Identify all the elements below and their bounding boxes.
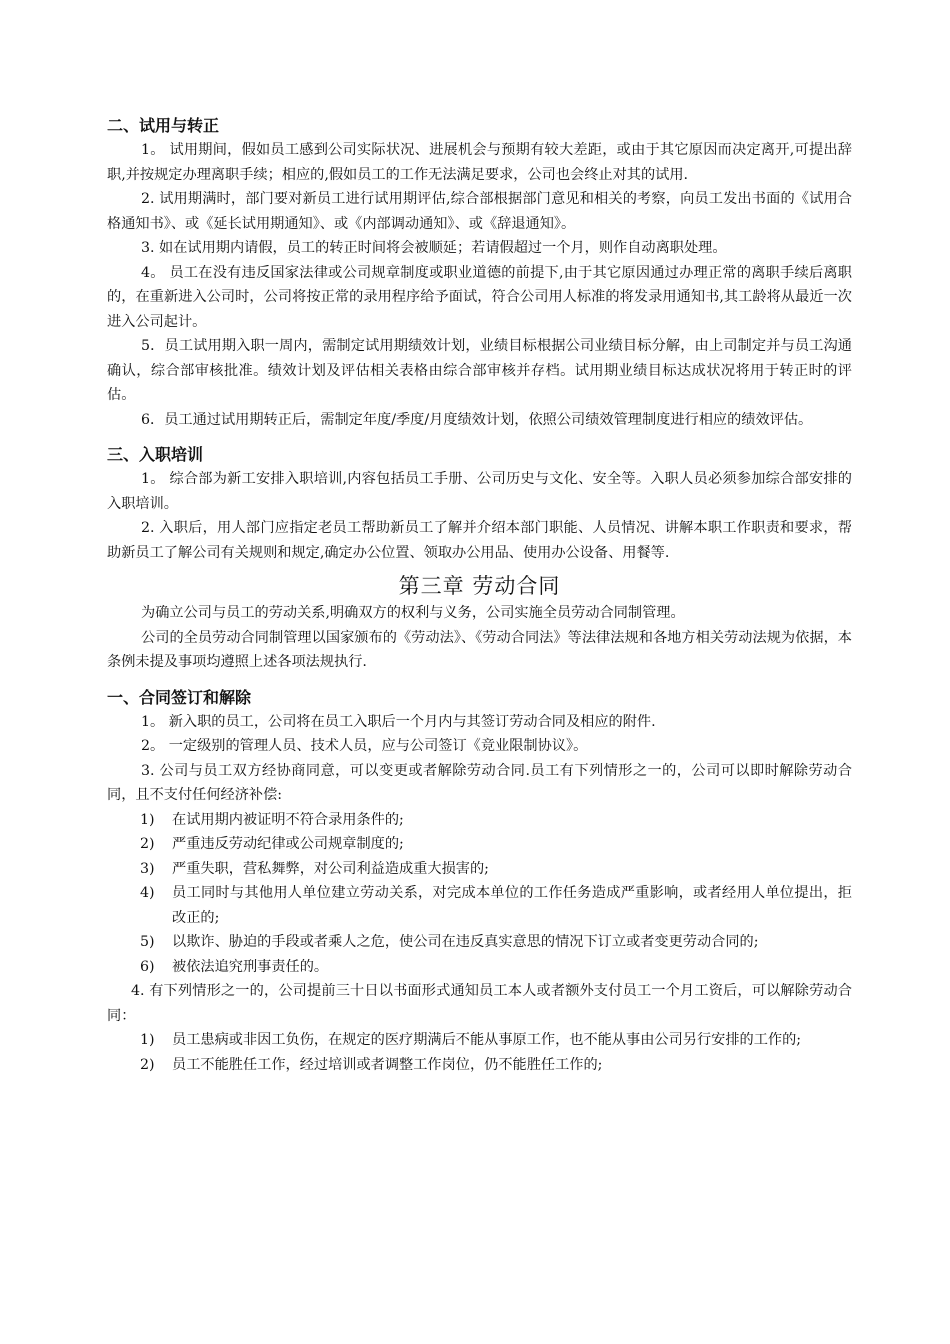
list-number: 6) — [140, 958, 155, 975]
list-number: 2) — [140, 1056, 155, 1073]
list-number: 1) — [140, 811, 155, 828]
list-item — [107, 1053, 852, 1078]
paragraph: 5．员工试用期入职一周内，需制定试用期绩效计划，业绩目标根据公司业绩目标分解，由上司制定并与员工沟通确认，综合部审核批准。绩效计划及评估相关表格由综合部审核并存档。试用期业绩目标达成状况将用于转正时的评估。 — [107, 338, 852, 403]
list-number: 5) — [140, 934, 155, 950]
list-item — [107, 832, 852, 857]
paragraph: 1。 综合部为新工安排入职培训,内容包括员工手册、公司历史与文化、安全等。入职人员必须参加综合部安排的入职培训。 — [107, 471, 852, 512]
list-item — [107, 881, 852, 930]
list-text: 以欺诈、胁迫的手段或者乘人之危，使公司在违反真实意思的情况下订立或者变更劳动合同的; — [172, 934, 759, 950]
list-text: 在试用期内被证明不符合录用条件的; — [172, 811, 404, 828]
paragraph: 4. 有下列情形之一的，公司提前三十日以书面形式通知员工本人或者额外支付员工一个月工资后，可以解除劳动合同： — [107, 983, 852, 1024]
paragraph: 6．员工通过试用期转正后，需制定年度/季度/月度绩效计划，依照公司绩效管理制度进行相应的绩效评估。 — [141, 411, 813, 428]
list-number: 3) — [140, 860, 155, 877]
list-number: 4) — [140, 885, 155, 901]
document-page — [107, 113, 852, 1077]
list-text: 员工患病或非因工负伤，在规定的医疗期满后不能从事原工作，也不能从事由公司另行安排的工作的; — [172, 1032, 802, 1048]
section-heading-probation: 二、试用与转正 — [107, 116, 220, 135]
paragraph: 1。 新入职的员工，公司将在员工入职后一个月内与其签订劳动合同及相应的附件. — [141, 713, 656, 730]
paragraph: 3. 公司与员工双方经协商同意，可以变更或者解除劳动合同.员工有下列情形之一的，公司可以即时解除劳动合同，且不支付任何经济补偿: — [107, 762, 852, 803]
paragraph: 2. 试用期满时，部门要对新员工进行试用期评估,综合部根据部门意见和相关的考察，向员工发出书面的《试用合格通知书》、或《延长试用期通知》、或《内部调动通知》、或《辞退通知》。 — [107, 191, 852, 232]
list-text: 员工不能胜任工作，经过培训或者调整工作岗位，仍不能胜任工作的; — [172, 1056, 603, 1073]
paragraph: 1。 试用期间，假如员工感到公司实际状况、进展机会与预期有较大差距，或由于其它原因而决定离开,可提出辞职,并按规定办理离职手续；相应的,假如员工的工作无法满足要求，公司也会终止对其的试用. — [107, 142, 852, 183]
list-text: 严重失职，营私舞弊，对公司利益造成重大损害的; — [172, 860, 489, 877]
list-item — [107, 857, 852, 882]
paragraph: 4。 员工在没有违反国家法律或公司规章制度或职业道德的前提下,由于其它原因通过办理正常的离职手续后离职的，在重新进入公司时，公司将按正常的录用程序给予面试，符合公司用人标准的将发录用通知书,其工龄将从最近一次进入公司起计。 — [107, 264, 852, 330]
paragraph: 2。 一定级别的管理人员、技术人员，应与公司签订《竞业限制协议》。 — [141, 738, 588, 754]
list-item — [107, 808, 852, 833]
chapter-title: 第三章 劳动合同 — [398, 574, 561, 598]
list-item — [107, 1028, 852, 1053]
section-heading-contract: 一、合同签订和解除 — [107, 687, 252, 707]
paragraph: 3. 如在试用期内请假，员工的转正时间将会被顺延；若请假超过一个月，则作自动离职处理。 — [141, 240, 727, 256]
paragraph: 2. 入职后，用人部门应指定老员工帮助新员工了解并介绍本部门职能、人员情况、讲解本职工作职责和要求，帮助新员工了解公司有关规则和规定,确定办公位置、领取办公用品、使用办公设备、用餐等. — [107, 520, 852, 561]
list-number: 2) — [140, 836, 155, 852]
paragraph: 公司的全员劳动合同制管理以国家颁布的《劳动法》、《劳动合同法》等法律法规和各地方相关劳动法规为依据，本条例未提及事项均遵照上述各项法规执行. — [107, 629, 852, 670]
list-number: 1) — [140, 1032, 155, 1048]
list-item — [107, 955, 852, 980]
list-text: 严重违反劳动纪律或公司规章制度的; — [172, 836, 404, 852]
list-text: 被依法追究刑事责任的。 — [172, 958, 329, 975]
list-item — [107, 930, 852, 955]
section-heading-onboarding: 三、入职培训 — [107, 445, 204, 464]
list-text: 员工同时与其他用人单位建立劳动关系，对完成本单位的工作任务造成严重影响，或者经用人单位提出，拒改正的; — [172, 885, 852, 926]
paragraph: 为确立公司与员工的劳动关系,明确双方的权利与义务，公司实施全员劳动合同制管理。 — [141, 605, 685, 621]
